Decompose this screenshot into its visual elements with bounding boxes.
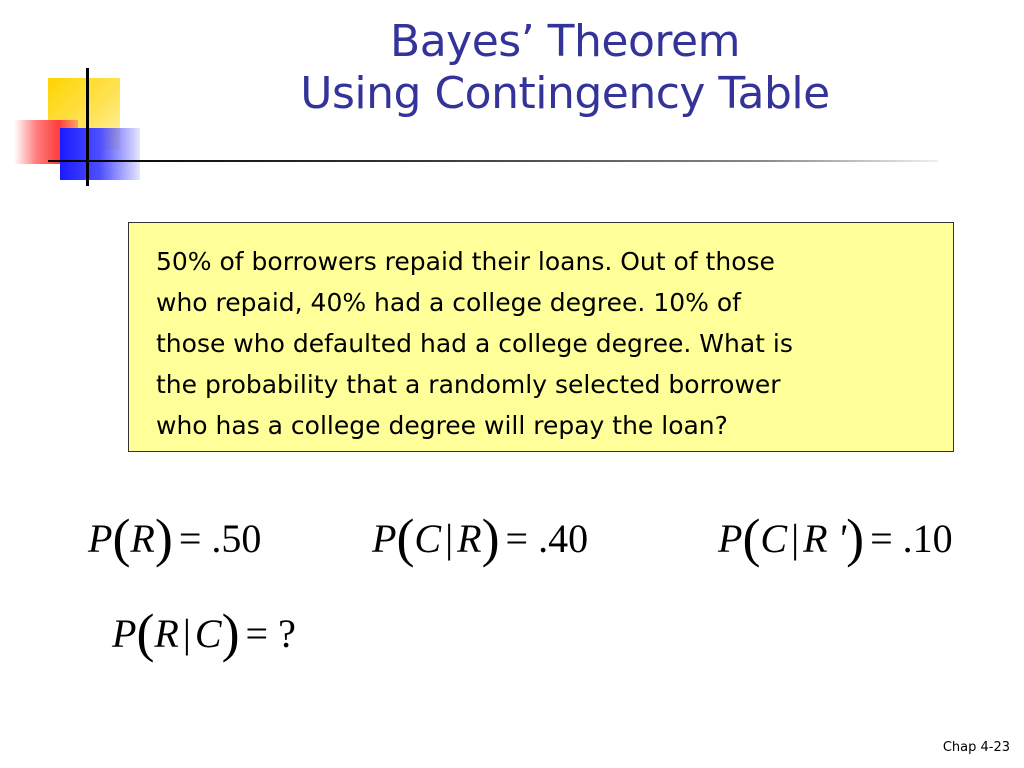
eq-func: P [112, 611, 137, 656]
eq-arg: R [457, 516, 482, 561]
eq-arg: R [154, 611, 179, 656]
equation-p-c-given-r: P(C | R) = .40 [372, 508, 589, 568]
problem-line: who repaid, 40% had a college degree. 10% of [156, 288, 741, 317]
problem-line: who has a college degree will repay the loan? [156, 411, 728, 440]
title-line-2: Using Contingency Table [300, 68, 830, 119]
problem-statement-box [128, 222, 954, 452]
problem-line: the probability that a randomly selected borrower [156, 370, 781, 399]
logo-blue-square [60, 128, 140, 180]
eq-rhs: = ? [245, 611, 296, 656]
slide-title [200, 16, 930, 120]
eq-func: P [88, 516, 113, 561]
logo-vertical-line [86, 68, 89, 186]
eq-arg: R ' [803, 516, 847, 561]
eq-arg: C [760, 516, 788, 561]
title-line-1: Bayes’ Theorem [390, 16, 740, 67]
equation-p-c-given-r-prime: P(C | R ') = .10 [718, 508, 953, 568]
problem-line: 50% of borrowers repaid their loans. Out of those [156, 247, 775, 276]
eq-arg: R [130, 516, 155, 561]
eq-func: P [718, 516, 743, 561]
eq-rhs: = .40 [505, 516, 589, 561]
equation-p-r: P(R) = .50 [88, 508, 262, 568]
eq-func: P [372, 516, 397, 561]
title-underline [48, 160, 938, 162]
eq-rhs: = .10 [870, 516, 953, 561]
problem-line: those who defaulted had a college degree. What is [156, 329, 793, 358]
eq-arg: C [194, 611, 222, 656]
eq-arg: C [414, 516, 442, 561]
equation-p-r-given-c: P(R | C) = ? [112, 603, 296, 663]
slide-number: Chap 4-23 [942, 740, 1010, 755]
eq-rhs: = .50 [178, 516, 262, 561]
